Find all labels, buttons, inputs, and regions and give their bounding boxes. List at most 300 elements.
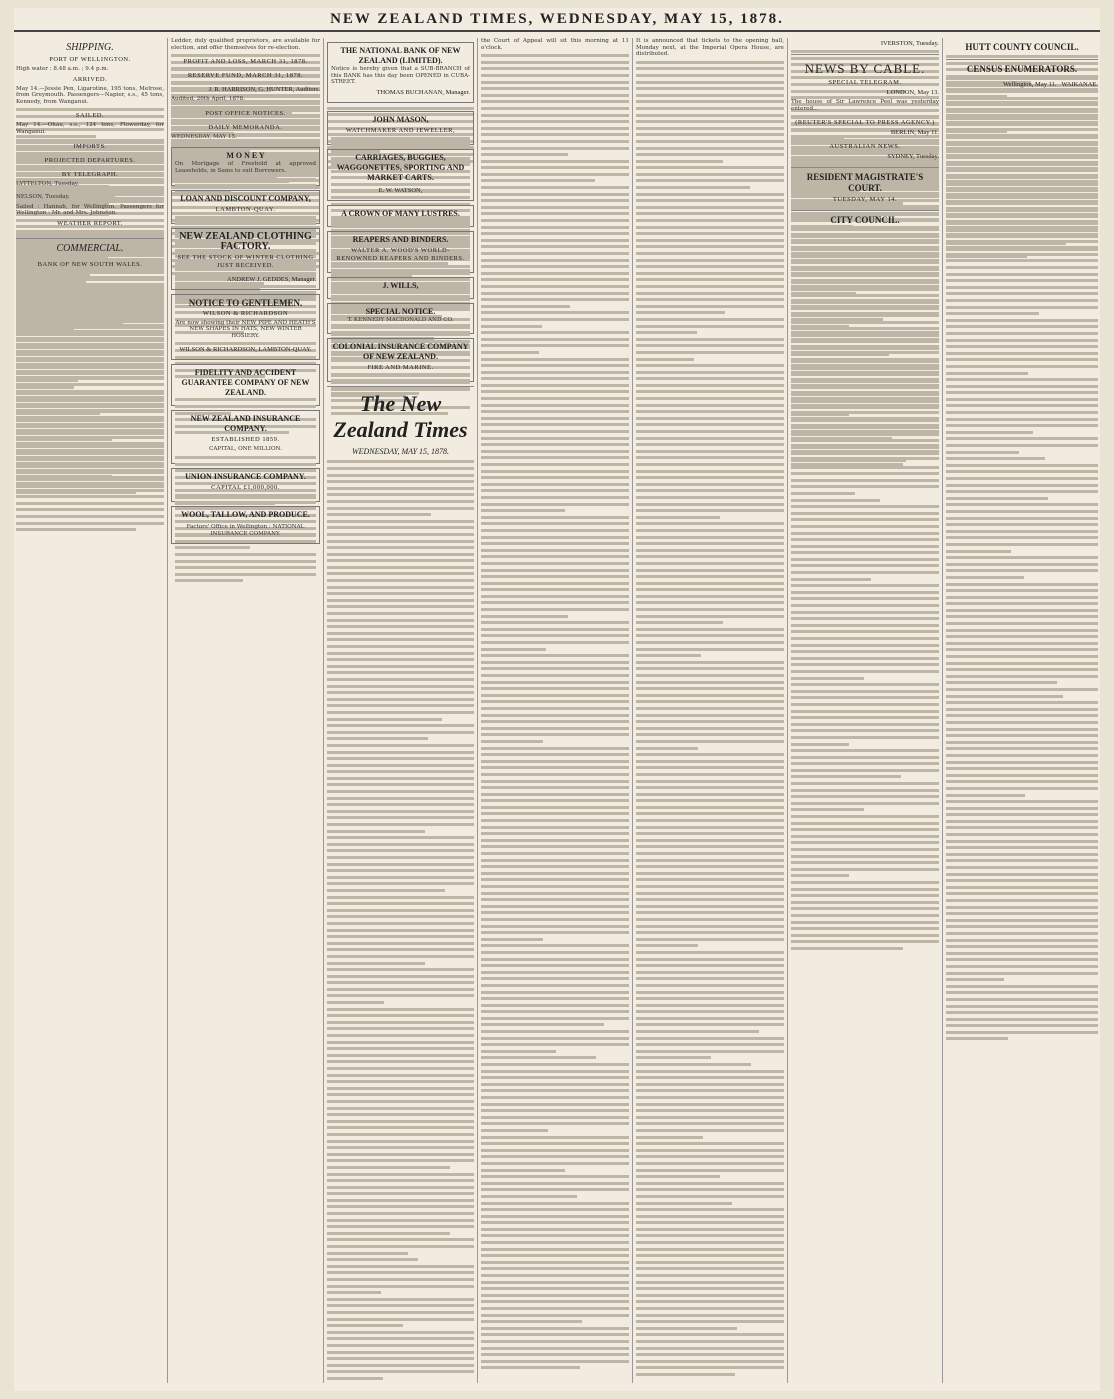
text-line <box>791 828 939 831</box>
paper-date: WEDNESDAY, MAY 15, 1878. <box>351 447 450 457</box>
text-line <box>636 311 725 314</box>
text-line <box>327 1021 474 1024</box>
text-line <box>946 259 1098 262</box>
text-line <box>791 406 939 409</box>
text-line <box>636 905 784 908</box>
text-line <box>636 1274 784 1277</box>
text-line <box>636 1129 784 1132</box>
text-line <box>946 385 1098 388</box>
text-line <box>636 489 784 492</box>
text-line <box>946 807 1098 810</box>
text-line <box>327 981 474 984</box>
text-line <box>636 463 784 466</box>
advertisement-signature: THOMAS BUCHANAN, Manager. <box>376 88 470 96</box>
text-line <box>791 413 849 416</box>
text-line <box>791 762 939 765</box>
text-line <box>946 497 1048 500</box>
text-line <box>327 1370 474 1373</box>
text-line <box>791 822 939 825</box>
text-line <box>946 477 1098 480</box>
text-line <box>636 542 784 545</box>
text-line <box>946 899 1098 902</box>
text-line <box>791 921 939 924</box>
text-line <box>327 882 474 885</box>
text-line <box>791 255 939 258</box>
text-line <box>636 634 784 637</box>
text-line <box>636 318 784 321</box>
text-line <box>636 278 784 281</box>
advertisement-title: WOOL, TALLOW, AND PRODUCE. <box>181 509 310 519</box>
text-line <box>636 81 784 84</box>
text-line <box>327 935 474 938</box>
text-line <box>791 611 939 614</box>
text-line <box>636 720 784 723</box>
paragraph: May 14.—Ohau, s.s., 124 tons, Flowerday, for Wanganui. <box>16 122 164 135</box>
text-line <box>481 278 629 281</box>
text-line <box>481 1208 629 1211</box>
paragraph: Sailed : Hannah, for Wellington. Passengers for Wellington : Mr. and Mrs. Johnston. <box>16 203 164 217</box>
text-line <box>481 463 629 466</box>
text-line <box>636 582 784 585</box>
text-line <box>791 426 939 429</box>
text-line <box>481 819 629 822</box>
text-line <box>481 503 629 506</box>
text-line <box>791 419 939 422</box>
text-line <box>791 466 939 469</box>
text-line <box>175 272 316 275</box>
text-line <box>327 1087 474 1090</box>
advertisement-subtitle: CAPITAL £1,000,000. <box>211 483 280 491</box>
text-line <box>16 386 74 389</box>
text-line <box>481 1076 629 1079</box>
text-line <box>481 193 629 196</box>
text-line <box>946 523 1098 526</box>
text-line <box>946 972 1098 975</box>
text-line <box>946 846 1098 849</box>
text-line <box>481 364 629 367</box>
text-line <box>481 1043 629 1046</box>
text-line <box>481 239 629 242</box>
text-line <box>481 1234 629 1237</box>
text-line <box>946 833 1098 836</box>
advertisement <box>171 410 320 464</box>
advertisement-signature: ANDREW J. GEDDES, Manager. <box>226 275 316 283</box>
text-line <box>946 325 1098 328</box>
text-line <box>946 655 1098 658</box>
text-line <box>481 489 629 492</box>
text-line <box>481 694 629 697</box>
text-line <box>946 176 1098 179</box>
text-line <box>16 412 100 415</box>
text-line <box>791 564 939 567</box>
text-line <box>16 409 164 412</box>
text-line <box>791 578 871 581</box>
advertisement <box>327 277 474 299</box>
text-line <box>481 81 629 84</box>
text-line <box>791 743 849 746</box>
column-rule <box>787 38 788 1383</box>
text-line <box>16 471 164 474</box>
text-line <box>16 515 164 518</box>
text-line <box>175 566 316 569</box>
text-line <box>946 714 1098 717</box>
advertisement <box>171 294 320 361</box>
text-line <box>636 199 784 202</box>
text-line <box>946 589 1098 592</box>
text-line <box>331 196 470 199</box>
text-line <box>481 358 629 361</box>
masthead: NEW ZEALAND TIMES, WEDNESDAY, MAY 15, 1878. <box>330 11 784 27</box>
text-line <box>481 456 629 459</box>
text-line <box>791 314 939 317</box>
text-line <box>636 173 784 176</box>
text-line <box>481 634 629 637</box>
text-line <box>481 344 629 347</box>
text-line <box>481 641 629 644</box>
text-line <box>481 1096 629 1099</box>
text-line <box>636 911 784 914</box>
text-line <box>327 718 442 721</box>
text-line <box>481 984 629 987</box>
text-line <box>636 773 784 776</box>
text-line <box>946 339 1098 342</box>
text-line <box>481 1287 629 1290</box>
text-line <box>327 704 474 707</box>
text-line <box>636 351 784 354</box>
text-line <box>327 599 474 602</box>
text-line <box>946 708 1098 711</box>
text-line <box>16 339 164 342</box>
advertisement-title: NOTICE TO GENTLEMEN. <box>188 297 303 308</box>
text-line <box>946 484 1098 487</box>
text-line <box>636 687 784 690</box>
text-line <box>481 1169 565 1172</box>
text-line <box>636 1083 784 1086</box>
text-line <box>481 1083 629 1086</box>
text-line <box>481 766 629 769</box>
text-line <box>327 1219 474 1222</box>
text-line <box>481 476 629 479</box>
text-line <box>327 1001 384 1004</box>
text-line <box>481 786 629 789</box>
text-line <box>16 376 164 379</box>
text-line <box>327 579 474 582</box>
text-line <box>636 562 784 565</box>
text-line <box>481 226 629 229</box>
text-line <box>481 720 629 723</box>
text-line <box>946 774 1098 777</box>
text-line <box>636 1215 784 1218</box>
text-line <box>946 985 1098 988</box>
advertisement <box>327 231 474 273</box>
text-line <box>327 1153 474 1156</box>
text-line <box>327 487 474 490</box>
text-line <box>946 919 1098 922</box>
text-line <box>327 507 474 510</box>
text-line <box>481 285 629 288</box>
text-line <box>16 491 136 494</box>
text-line <box>791 288 939 291</box>
text-line <box>327 1093 474 1096</box>
text-line <box>636 1366 784 1369</box>
text-line <box>327 546 474 549</box>
text-line <box>636 1089 784 1092</box>
subheading-telegraph: BY TELEGRAPH. <box>61 170 119 178</box>
text-line <box>481 1215 629 1218</box>
text-line <box>946 451 1019 454</box>
text-line <box>636 1056 711 1059</box>
text-line <box>327 902 474 905</box>
text-line <box>327 1298 474 1301</box>
text-line <box>481 94 629 97</box>
text-line <box>946 110 1098 113</box>
text-line <box>481 1056 596 1059</box>
text-line <box>481 410 629 413</box>
text-line <box>175 501 316 504</box>
text-line <box>481 377 629 380</box>
text-line <box>16 423 74 426</box>
text-line <box>636 661 784 664</box>
text-line <box>791 644 939 647</box>
text-line <box>636 529 784 532</box>
text-line <box>636 417 784 420</box>
text-line <box>791 723 939 726</box>
text-line <box>481 133 629 136</box>
text-line <box>481 1254 629 1257</box>
text-line <box>791 802 939 805</box>
text-line <box>946 576 1024 579</box>
text-line <box>636 536 784 539</box>
text-line <box>636 865 784 868</box>
dateline: IVERSTON, Tuesday. <box>880 40 939 47</box>
text-line <box>946 196 1098 199</box>
text-line <box>636 621 723 624</box>
text-line <box>481 753 629 756</box>
text-line <box>946 550 1011 553</box>
text-line <box>327 107 474 110</box>
text-line <box>481 252 629 255</box>
text-line <box>481 958 629 961</box>
text-line <box>636 852 784 855</box>
text-line <box>481 806 629 809</box>
text-line <box>175 494 316 497</box>
text-line <box>481 1221 629 1224</box>
text-line <box>481 687 629 690</box>
text-line <box>791 604 939 607</box>
text-line <box>481 832 629 835</box>
text-line <box>481 944 629 947</box>
text-line <box>791 274 939 277</box>
text-line <box>636 753 784 756</box>
text-line <box>636 305 784 308</box>
text-line <box>16 337 164 340</box>
text-line <box>327 1140 474 1143</box>
text-line <box>636 925 784 928</box>
text-line <box>636 1340 784 1343</box>
text-line <box>791 433 939 436</box>
text-line <box>636 1314 784 1317</box>
text-line <box>946 721 1098 724</box>
text-line <box>946 787 1098 790</box>
text-line <box>175 405 316 408</box>
text-line <box>481 1155 629 1158</box>
text-line <box>636 944 698 947</box>
text-line <box>175 456 316 459</box>
text-line <box>791 439 939 442</box>
text-line <box>175 573 316 576</box>
text-line <box>636 1149 784 1152</box>
text-line <box>16 485 164 488</box>
text-line <box>327 1318 474 1321</box>
text-line <box>481 654 629 657</box>
text-line <box>636 1327 737 1330</box>
text-line <box>946 510 1098 513</box>
text-line <box>481 384 629 387</box>
text-line <box>636 166 784 169</box>
text-line <box>636 74 784 77</box>
text-line <box>327 737 428 740</box>
text-line <box>791 499 880 502</box>
text-line <box>481 1274 629 1277</box>
text-line <box>327 605 474 608</box>
text-line <box>636 1050 784 1053</box>
text-line <box>331 143 470 146</box>
text-line <box>946 312 1039 315</box>
text-line <box>481 67 629 70</box>
text-line <box>16 478 164 481</box>
text-line <box>636 641 784 644</box>
text-line <box>16 405 164 408</box>
text-line <box>327 592 474 595</box>
text-line <box>636 681 784 684</box>
text-line <box>636 153 784 156</box>
text-line <box>636 1096 784 1099</box>
text-line <box>636 212 784 215</box>
text-line <box>327 1159 474 1162</box>
text-line <box>636 1267 784 1270</box>
text-line <box>636 1004 784 1007</box>
text-line <box>327 751 474 754</box>
text-line <box>946 556 1098 559</box>
text-line <box>481 120 629 123</box>
text-line <box>16 442 164 445</box>
text-line <box>791 657 939 660</box>
text-line <box>946 853 1098 856</box>
text-line <box>16 495 164 498</box>
text-line <box>636 892 784 895</box>
text-line <box>481 305 570 308</box>
text-line <box>16 392 164 395</box>
text-line <box>636 806 784 809</box>
text-line <box>791 235 939 238</box>
text-line <box>946 734 1098 737</box>
text-line <box>636 1208 784 1211</box>
text-line <box>327 863 474 866</box>
text-line <box>16 108 164 111</box>
text-line <box>327 652 474 655</box>
text-line <box>327 1212 474 1215</box>
advertisement-subtitle: WALTER A. WOOD'S WORLD-RENOWNED REAPERS AND BINDERS. <box>336 246 465 262</box>
text-line <box>16 333 164 336</box>
text-line <box>636 1195 784 1198</box>
text-line <box>327 513 431 516</box>
text-line <box>481 588 629 591</box>
text-line <box>636 1307 784 1310</box>
advertisement <box>327 111 474 145</box>
text-line <box>16 429 164 432</box>
text-line <box>946 530 1098 533</box>
text-line <box>791 716 939 719</box>
text-line <box>636 674 784 677</box>
text-line <box>481 1122 629 1125</box>
text-line <box>16 438 112 441</box>
column-advertisements-2 <box>327 38 474 1383</box>
text-line <box>946 136 1098 139</box>
text-line <box>636 496 784 499</box>
text-line <box>791 50 939 53</box>
text-line <box>327 467 474 470</box>
text-line <box>327 929 474 932</box>
text-line <box>481 127 629 130</box>
text-line <box>171 120 320 123</box>
text-line <box>636 601 784 604</box>
text-line <box>481 107 629 110</box>
text-line <box>636 938 784 941</box>
text-line <box>636 259 784 262</box>
text-line <box>791 558 939 561</box>
text-line <box>636 1248 784 1251</box>
text-line <box>636 826 784 829</box>
text-line <box>636 298 784 301</box>
text-line <box>327 553 474 556</box>
advertisement-text: Are now showing their NEW PIPE AND HEATH'S NEW SHAPES IN HATS, NEW WINTER HOSIERY. <box>175 319 316 339</box>
text-line <box>791 624 939 627</box>
text-line <box>946 886 1098 889</box>
text-line <box>16 346 164 349</box>
text-line <box>636 1182 784 1185</box>
text-line <box>946 794 1025 797</box>
text-line <box>327 896 474 899</box>
text-line <box>791 861 939 864</box>
text-line <box>327 1054 474 1057</box>
text-line <box>481 555 629 558</box>
text-line <box>327 909 474 912</box>
text-line <box>481 1307 629 1310</box>
text-line <box>481 404 629 407</box>
text-line <box>636 272 784 275</box>
paragraph: LYTTELTON, Tuesday. <box>16 180 79 187</box>
text-line <box>481 298 629 301</box>
text-line <box>636 476 784 479</box>
text-line <box>171 143 320 146</box>
text-line <box>481 114 629 117</box>
text-line <box>636 1175 720 1178</box>
text-line <box>327 1331 474 1334</box>
text-line <box>327 783 474 786</box>
text-line <box>327 777 474 780</box>
text-line <box>946 431 1033 434</box>
text-line <box>481 681 629 684</box>
column-shipping <box>16 38 164 1383</box>
text-line <box>481 1182 629 1185</box>
text-line <box>791 637 939 640</box>
text-line <box>791 855 939 858</box>
text-line <box>16 465 164 468</box>
text-line <box>636 1202 732 1205</box>
text-line <box>16 167 164 170</box>
advertisement-text: Factors' Office in Wellington : NATIONAL INSURANCE COMPANY. <box>186 523 305 537</box>
text-line <box>636 1347 784 1350</box>
